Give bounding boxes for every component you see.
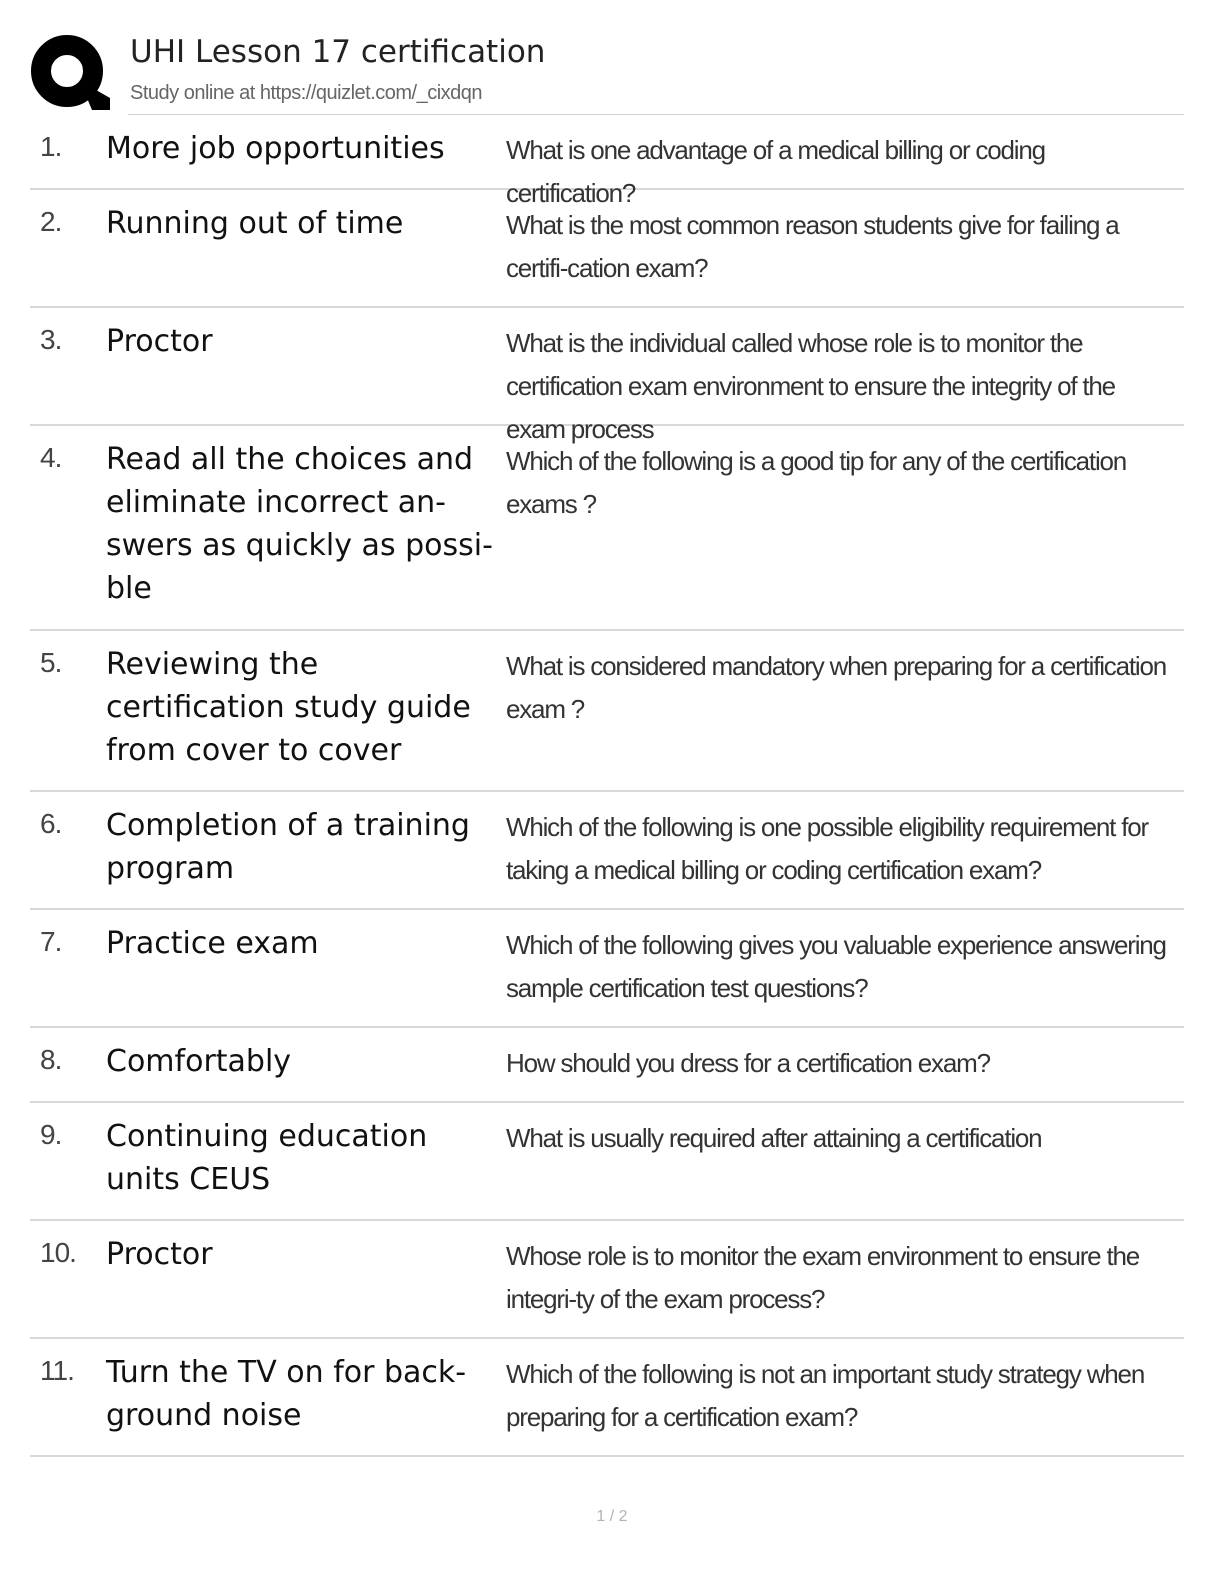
flashcard-row <box>30 190 1184 308</box>
flashcard-row <box>30 910 1184 1028</box>
card-number: 8. <box>40 1044 62 1075</box>
flashcard-row <box>30 1339 1184 1457</box>
card-term: Turn the TV on for back-ground noise <box>106 1355 467 1433</box>
card-number: 2. <box>40 206 62 237</box>
card-definition: What is considered mandatory when preparing for a certification exam ? <box>506 651 1166 724</box>
card-number: 9. <box>40 1119 62 1150</box>
page-number: 1 / 2 <box>596 1508 628 1525</box>
card-term: Comfortably <box>106 1044 292 1079</box>
card-definition: How should you dress for a certification exam? <box>506 1048 990 1078</box>
card-term: Running out of time <box>106 206 404 241</box>
flashcard-row <box>30 308 1184 444</box>
card-term: Proctor <box>106 1237 213 1272</box>
card-number: 4. <box>40 442 62 473</box>
flashcard-row <box>30 1028 1184 1103</box>
study-online-link-text: Study online at https://quizlet.com/_cixdqn <box>130 82 483 104</box>
flashcard-row <box>30 115 1184 208</box>
card-definition: Which of the following is a good tip for any of the certification exams ? <box>506 446 1127 519</box>
card-term: Completion of a training program <box>106 808 470 886</box>
flashcard-row <box>30 426 1184 631</box>
card-definition: What is one advantage of a medical billing or coding certification? <box>506 135 1045 208</box>
card-number: 11. <box>40 1355 74 1386</box>
card-term: More job opportunities <box>106 131 445 166</box>
card-definition: What is usually required after attaining a certification <box>506 1123 1042 1153</box>
flashcard-row <box>30 631 1184 792</box>
card-definition: Which of the following is one possible eligibility requirement for taking a medical billing or coding certification exam? <box>506 812 1148 885</box>
card-number: 7. <box>40 926 62 957</box>
card-definition: What is the individual called whose role is to monitor the certification exam environment to ensure the integrity of the exam process <box>506 328 1115 444</box>
document-title: UHI Lesson 17 certification <box>130 34 546 70</box>
card-term: Practice exam <box>106 926 319 961</box>
card-definition: Whose role is to monitor the exam environment to ensure the integri-ty of the exam process? <box>506 1241 1139 1314</box>
card-number: 10. <box>40 1237 76 1268</box>
card-term: Reviewing the certification study guide from cover to cover <box>106 647 471 768</box>
flashcard-row <box>30 792 1184 910</box>
card-definition: Which of the following is not an important study strategy when preparing for a certification exam? <box>506 1359 1145 1432</box>
flashcard-list <box>30 115 1184 1457</box>
card-number: 1. <box>40 131 62 162</box>
card-definition: What is the most common reason students give for failing a certifi-cation exam? <box>506 210 1119 283</box>
card-number: 3. <box>40 324 62 355</box>
card-definition: Which of the following gives you valuable experience answering sample certification test questions? <box>506 930 1166 1003</box>
card-term: Continuing education units CEUS <box>106 1119 428 1197</box>
card-number: 6. <box>40 808 62 839</box>
flashcard-row <box>30 1221 1184 1339</box>
quizlet-q-logo-icon <box>30 34 110 114</box>
card-term: Read all the choices and eliminate incorrect an-swers as quickly as possi-ble <box>106 442 493 606</box>
card-number: 5. <box>40 647 62 678</box>
flashcard-row <box>30 1103 1184 1221</box>
card-term: Proctor <box>106 324 213 359</box>
document-header <box>30 28 1184 114</box>
